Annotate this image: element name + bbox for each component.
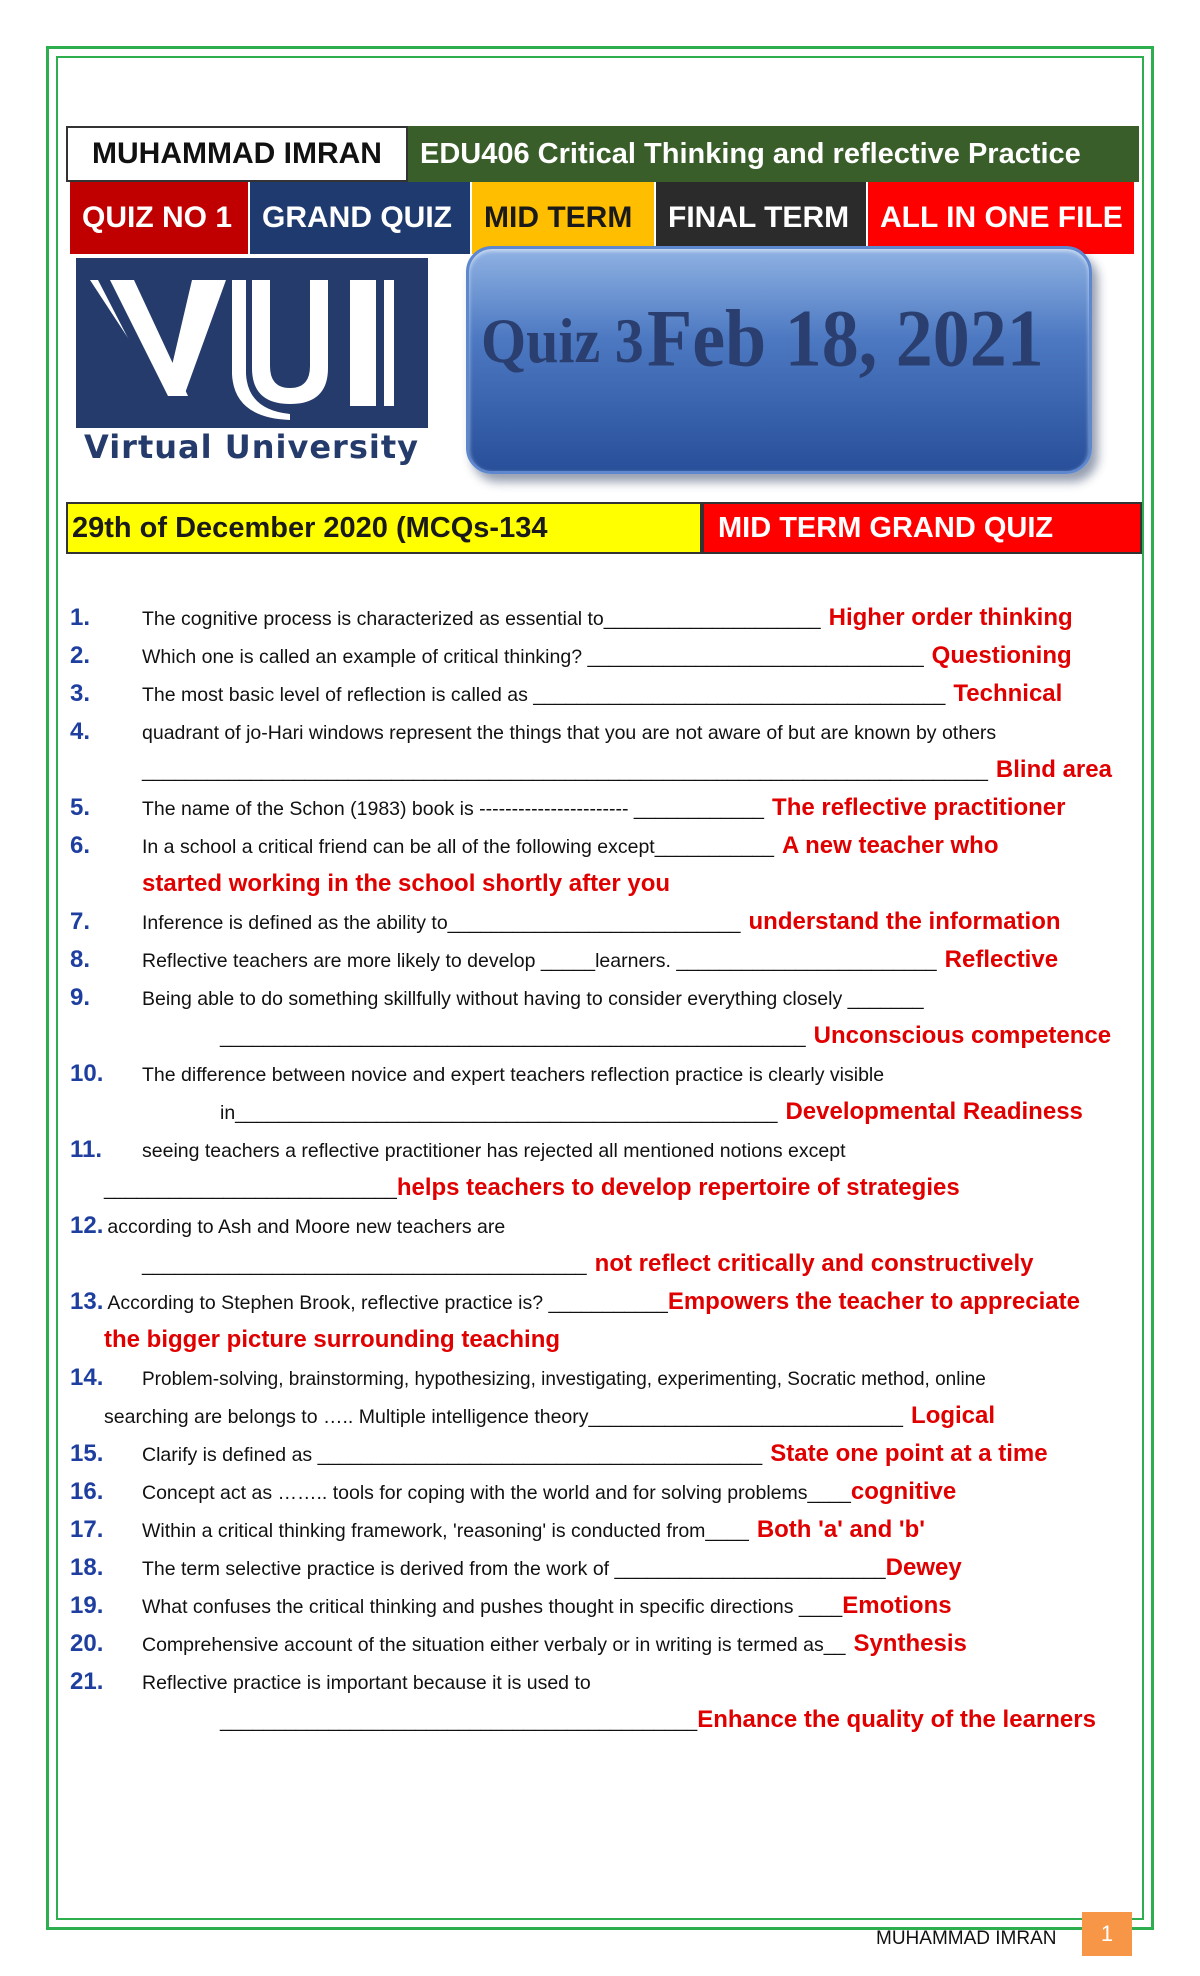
subheader-row bbox=[66, 502, 1142, 554]
question-text: Comprehensive account of the situation either verbaly or in writing is termed as__ bbox=[142, 1634, 846, 1656]
answer-text: Logical bbox=[911, 1402, 996, 1429]
mid-term-grand-quiz-label: MID TERM GRAND QUIZ bbox=[702, 502, 1142, 554]
question-number: 13. bbox=[70, 1288, 104, 1315]
answer-blank: in__________________________________________________ bbox=[220, 1102, 778, 1124]
question-text: In a school a critical friend can be all of the following except___________ bbox=[142, 836, 774, 858]
title-row bbox=[66, 126, 1139, 182]
vu-logo bbox=[76, 258, 428, 476]
question-text: Clarify is defined as _________________________________________ bbox=[142, 1444, 763, 1466]
answer-text: cognitive bbox=[850, 1478, 957, 1505]
question-13 bbox=[70, 1288, 1134, 1326]
answer-text: Dewey bbox=[885, 1554, 962, 1581]
question-9 bbox=[70, 984, 1134, 1022]
question-7 bbox=[70, 908, 1134, 946]
answer-text: Developmental Readiness bbox=[785, 1098, 1083, 1125]
footer-author: MUHAMMAD IMRAN bbox=[876, 1928, 1057, 1949]
question-13-answer-line bbox=[70, 1326, 1134, 1364]
question-number: 18. bbox=[70, 1554, 104, 1581]
question-number: 12. bbox=[70, 1212, 104, 1239]
answer-text-continued: started working in the school shortly after you bbox=[142, 870, 671, 897]
quiz-date: Feb 18, 2021 bbox=[647, 293, 1044, 385]
question-number: 7. bbox=[70, 908, 91, 935]
question-12-answer-line bbox=[70, 1250, 1134, 1288]
vu-logo-text: Virtual University bbox=[84, 428, 419, 466]
answer-text: Blind area bbox=[995, 756, 1112, 783]
answer-text-continued: the bigger picture surrounding teaching bbox=[104, 1326, 561, 1353]
answer-text: Synthesis bbox=[853, 1630, 967, 1657]
tab-grand-quiz[interactable]: GRAND QUIZ bbox=[250, 182, 472, 254]
tab-all-in-one-file[interactable]: ALL IN ONE FILE bbox=[868, 182, 1136, 254]
question-20 bbox=[70, 1630, 1134, 1668]
answer-blank: _________________________________________ bbox=[142, 1254, 587, 1276]
question-number: 3. bbox=[70, 680, 91, 707]
question-number: 2. bbox=[70, 642, 91, 669]
question-2 bbox=[70, 642, 1134, 680]
question-12 bbox=[70, 1212, 1134, 1250]
question-4 bbox=[70, 718, 1134, 756]
question-17 bbox=[70, 1516, 1134, 1554]
question-text: quadrant of jo-Hari windows represent the things that you are not aware of but are known by others bbox=[142, 722, 997, 744]
question-16 bbox=[70, 1478, 1134, 1516]
quiz-session-date: 29th of December 2020 (MCQs-134 bbox=[66, 502, 702, 554]
question-number: 4. bbox=[70, 718, 91, 745]
answer-text: Both 'a' and 'b' bbox=[756, 1516, 925, 1543]
question-4-answer-line bbox=[70, 756, 1134, 794]
question-21 bbox=[70, 1668, 1134, 1706]
question-number: 1. bbox=[70, 604, 91, 631]
question-14-answer-line bbox=[70, 1402, 1134, 1440]
question-text: Problem-solving, brainstorming, hypothesizing, investigating, experimenting, Socratic method, online bbox=[142, 1369, 986, 1390]
question-number: 15. bbox=[70, 1440, 104, 1467]
question-6-answer-line bbox=[70, 870, 1134, 908]
question-list bbox=[70, 604, 1134, 1744]
question-text: The difference between novice and expert teachers reflection practice is clearly visible bbox=[142, 1064, 885, 1086]
vu-logo-icon bbox=[76, 258, 428, 428]
question-1 bbox=[70, 604, 1134, 642]
question-10 bbox=[70, 1060, 1134, 1098]
question-text: Within a critical thinking framework, 'reasoning' is conducted from____ bbox=[142, 1520, 749, 1542]
category-tabs bbox=[70, 182, 1136, 254]
tab-final-term[interactable]: FINAL TERM bbox=[656, 182, 868, 254]
answer-text: Reflective bbox=[944, 946, 1059, 973]
question-number: 5. bbox=[70, 794, 91, 821]
question-text: What confuses the critical thinking and pushes thought in specific directions ____ bbox=[142, 1596, 843, 1618]
question-number: 9. bbox=[70, 984, 91, 1011]
question-number: 11. bbox=[70, 1136, 103, 1163]
question-9-answer-line bbox=[70, 1022, 1134, 1060]
question-number: 8. bbox=[70, 946, 91, 973]
answer-blank: ______________________________________________________ bbox=[220, 1026, 806, 1048]
question-text: according to Ash and Moore new teachers are bbox=[107, 1216, 506, 1238]
question-number: 16. bbox=[70, 1478, 104, 1505]
question-text: According to Stephen Brook, reflective practice is? ___________ bbox=[107, 1292, 668, 1314]
answer-text: helps teachers to develop repertoire of strategies bbox=[396, 1174, 960, 1201]
answer-text: A new teacher who bbox=[782, 832, 999, 859]
question-text: Being able to do something skillfully without having to consider everything closely _______ bbox=[142, 988, 924, 1010]
question-5 bbox=[70, 794, 1134, 832]
question-18 bbox=[70, 1554, 1134, 1592]
answer-text: State one point at a time bbox=[770, 1440, 1048, 1467]
question-text: seeing teachers a reflective practitioner has rejected all mentioned notions except bbox=[142, 1140, 846, 1162]
answer-blank: ______________________________________________________________________________ bbox=[142, 760, 988, 782]
question-19 bbox=[70, 1592, 1134, 1630]
question-10-answer-line bbox=[70, 1098, 1134, 1136]
question-11-answer-line bbox=[70, 1174, 1134, 1212]
question-21-answer-line bbox=[70, 1706, 1134, 1744]
question-number: 17. bbox=[70, 1516, 104, 1543]
question-text: The cognitive process is characterized as essential to____________________ bbox=[142, 608, 821, 630]
author-name: MUHAMMAD IMRAN bbox=[66, 126, 408, 182]
answer-text: Empowers the teacher to appreciate bbox=[667, 1288, 1080, 1315]
question-8 bbox=[70, 946, 1134, 984]
answer-text: Unconscious competence bbox=[813, 1022, 1112, 1049]
question-number: 19. bbox=[70, 1592, 104, 1619]
question-text: Reflective practice is important because it is used to bbox=[142, 1672, 591, 1694]
answer-text: Technical bbox=[953, 680, 1063, 707]
quiz-number: Quiz 3 bbox=[481, 304, 644, 377]
question-15 bbox=[70, 1440, 1134, 1478]
question-number: 6. bbox=[70, 832, 91, 859]
answer-text: Emotions bbox=[842, 1592, 952, 1619]
question-text: Concept act as …….. tools for coping with the world and for solving problems____ bbox=[142, 1482, 851, 1504]
question-number: 20. bbox=[70, 1630, 104, 1657]
quiz-date-banner bbox=[466, 246, 1092, 474]
question-number: 10. bbox=[70, 1060, 104, 1087]
question-number: 21. bbox=[70, 1668, 104, 1695]
question-text: Inference is defined as the ability to___________________________ bbox=[142, 912, 741, 934]
question-11 bbox=[70, 1136, 1134, 1174]
page-number: 1 bbox=[1082, 1912, 1132, 1956]
answer-text: not reflect critically and constructively bbox=[594, 1250, 1034, 1277]
question-14 bbox=[70, 1364, 1134, 1402]
question-text: The most basic level of reflection is called as ______________________________________ bbox=[142, 684, 946, 706]
question-3 bbox=[70, 680, 1134, 718]
question-text-continued: searching are belongs to ….. Multiple intelligence theory_____________________________ bbox=[104, 1406, 904, 1428]
question-number: 14. bbox=[70, 1364, 104, 1391]
answer-text: Enhance the quality of the learners bbox=[697, 1706, 1096, 1733]
answer-text: understand the information bbox=[748, 908, 1061, 935]
answer-text: Questioning bbox=[931, 642, 1072, 669]
question-text: The name of the Schon (1983) book is ----------------------- ____________ bbox=[142, 798, 765, 820]
question-6 bbox=[70, 832, 1134, 870]
answer-text: Higher order thinking bbox=[828, 604, 1073, 631]
answer-text: The reflective practitioner bbox=[772, 794, 1066, 821]
course-title: EDU406 Critical Thinking and reflective Practice bbox=[408, 126, 1139, 182]
question-text: Reflective teachers are more likely to develop _____learners. ________________________ bbox=[142, 950, 937, 972]
tab-mid-term[interactable]: MID TERM bbox=[472, 182, 656, 254]
question-text: Which one is called an example of critical thinking? _______________________________ bbox=[142, 646, 924, 668]
answer-blank: ___________________________ bbox=[104, 1178, 397, 1200]
question-text: The term selective practice is derived from the work of _________________________ bbox=[142, 1558, 886, 1580]
answer-blank: ____________________________________________ bbox=[220, 1710, 698, 1732]
tab-quiz-no-1[interactable]: QUIZ NO 1 bbox=[70, 182, 250, 254]
